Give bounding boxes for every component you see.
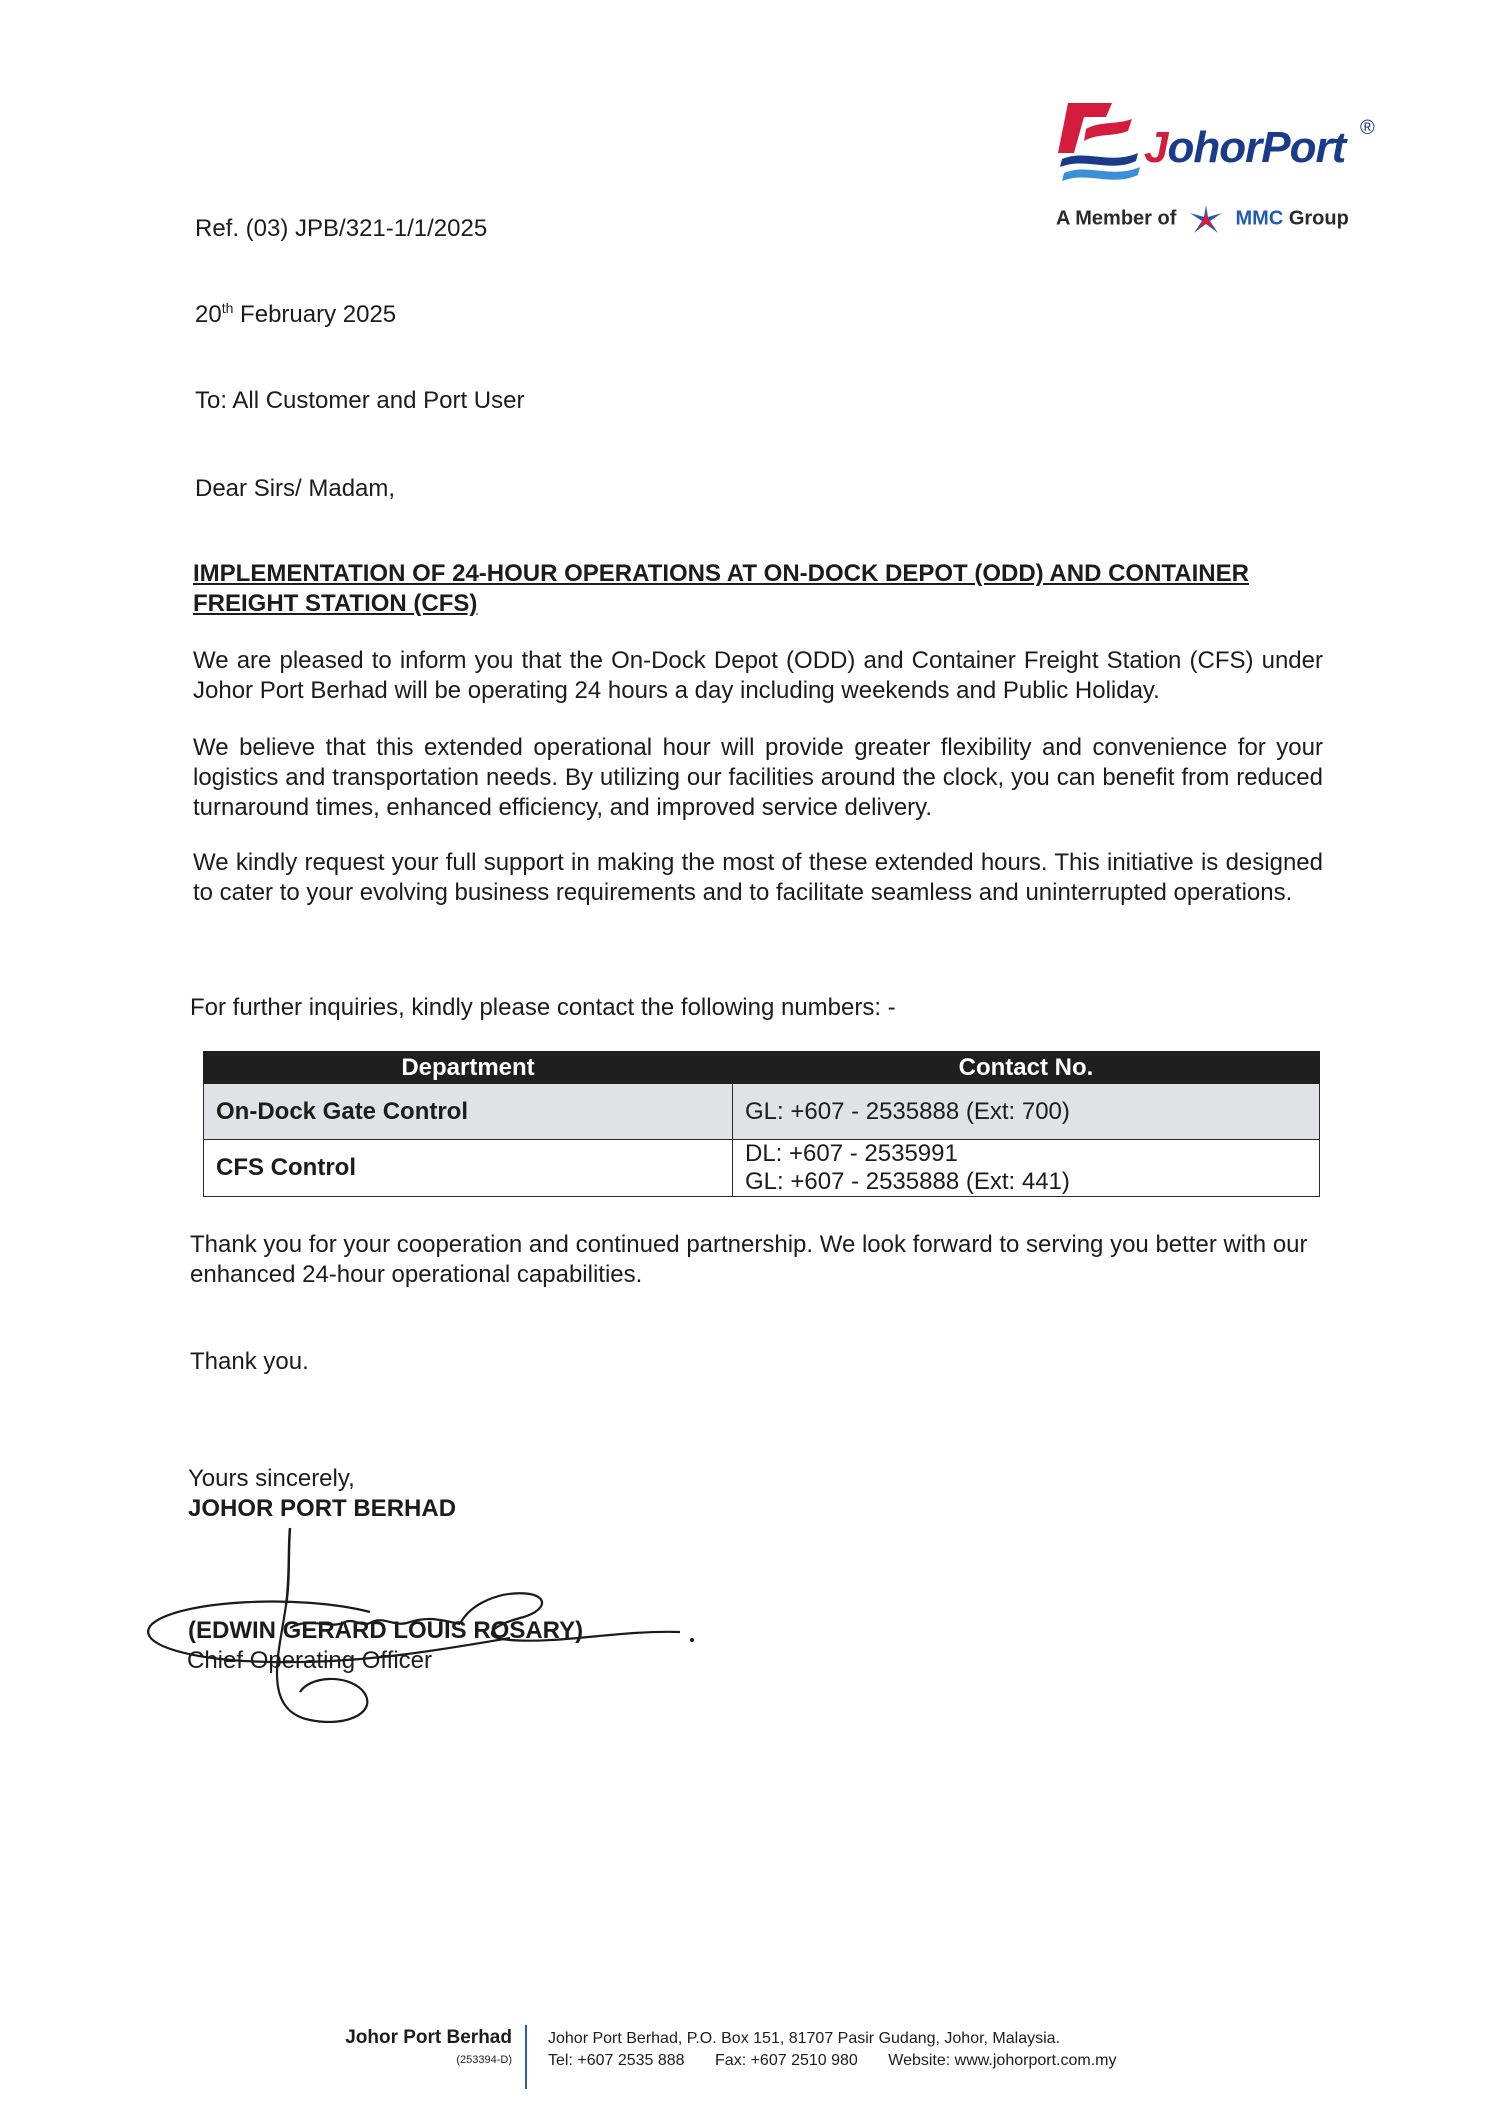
table-row (204, 1140, 1320, 1197)
footer-company-name: Johor Port Berhad (345, 2027, 512, 2048)
signing-company: JOHOR PORT BERHAD (188, 1495, 457, 1522)
contact-table (203, 1051, 1320, 1197)
contact-cell (733, 1084, 1320, 1140)
table-header-row (204, 1052, 1320, 1084)
contact-number: GL: +607 - 2535888 (Ext: 441) (745, 1168, 1070, 1195)
signatory-position: Chief Operating Officer (187, 1647, 433, 1674)
brand-name: JohorPort (1144, 123, 1346, 172)
column-header-contact: Contact No. (733, 1052, 1320, 1084)
registered-mark: ® (1360, 117, 1375, 139)
footer-tel: Tel: +607 2535 888 (548, 2052, 685, 2069)
recipient-line: To: All Customer and Port User (195, 387, 525, 414)
member-of-line (1056, 203, 1349, 235)
table-row (204, 1084, 1320, 1140)
body-paragraph: We believe that this extended operational hour will provide greater flexibility and convenience for your logistics and transportation needs. By utilizing our facilities around the clock, you can benefit from reduced turnaround times, enhanced efficiency, and improved service delivery. (193, 734, 1323, 821)
footer-contacts (548, 2052, 1142, 2070)
department-cell: On-Dock Gate Control (204, 1084, 733, 1140)
reference-number: Ref. (03) JPB/321-1/1/2025 (195, 215, 488, 242)
johor-port-emblem-icon (1050, 95, 1146, 191)
body-paragraph: We are pleased to inform you that the On-Dock Depot (ODD) and Container Freight Station (CFS) under Johor Port Berhad will be operating 24 hours a day including weekends and Public Holiday. (193, 647, 1323, 704)
body-paragraph: We kindly request your full support in making the most of these extended hours. This initiative is designed to cater to your evolving business requirements and to facilitate seamless and uninterrupted operations. (193, 849, 1323, 906)
subject-heading: IMPLEMENTATION OF 24-HOUR OPERATIONS AT ON-DOCK DEPOT (ODD) AND CONTAINER FREIGHT STATION (CFS) (193, 560, 1249, 617)
department-cell: CFS Control (204, 1140, 733, 1197)
member-suffix: Group (1288, 207, 1349, 230)
signatory-name: (EDWIN GERARD LOUIS ROSARY) (188, 1617, 584, 1644)
mmc-name: MMC (1235, 207, 1284, 230)
footer-address: Johor Port Berhad, P.O. Box 151, 81707 Pasir Gudang, Johor, Malaysia. (548, 2030, 1061, 2047)
contact-number: GL: +607 - 2535888 (Ext: 700) (745, 1097, 1070, 1125)
contact-cell (733, 1140, 1320, 1197)
member-prefix: A Member of (1056, 207, 1177, 230)
footer-divider (525, 2025, 527, 2089)
column-header-department: Department (204, 1052, 733, 1084)
letter-date: 20th February 2025 (195, 300, 397, 328)
inquiry-line: For further inquiries, kindly please contact the following numbers: - (190, 994, 896, 1021)
mmc-star-icon (1188, 203, 1224, 235)
salutation: Dear Sirs/ Madam, (195, 475, 396, 502)
closing-paragraph: Thank you for your cooperation and continued partnership. We look forward to serving you better with our enhanced 24-hour operational capabilities. (190, 1231, 1308, 1288)
footer-fax: Fax: +607 2510 980 (715, 2052, 858, 2069)
footer-registration-number: (253394-D) (456, 2054, 512, 2066)
footer-website-link[interactable]: Website: www.johorport.com.my (888, 2052, 1117, 2069)
complimentary-close: Yours sincerely, (188, 1465, 355, 1492)
johor-port-logo (1050, 95, 1390, 245)
thank-you-line: Thank you. (190, 1348, 309, 1375)
contact-number: DL: +607 - 2535991 (745, 1140, 958, 1167)
